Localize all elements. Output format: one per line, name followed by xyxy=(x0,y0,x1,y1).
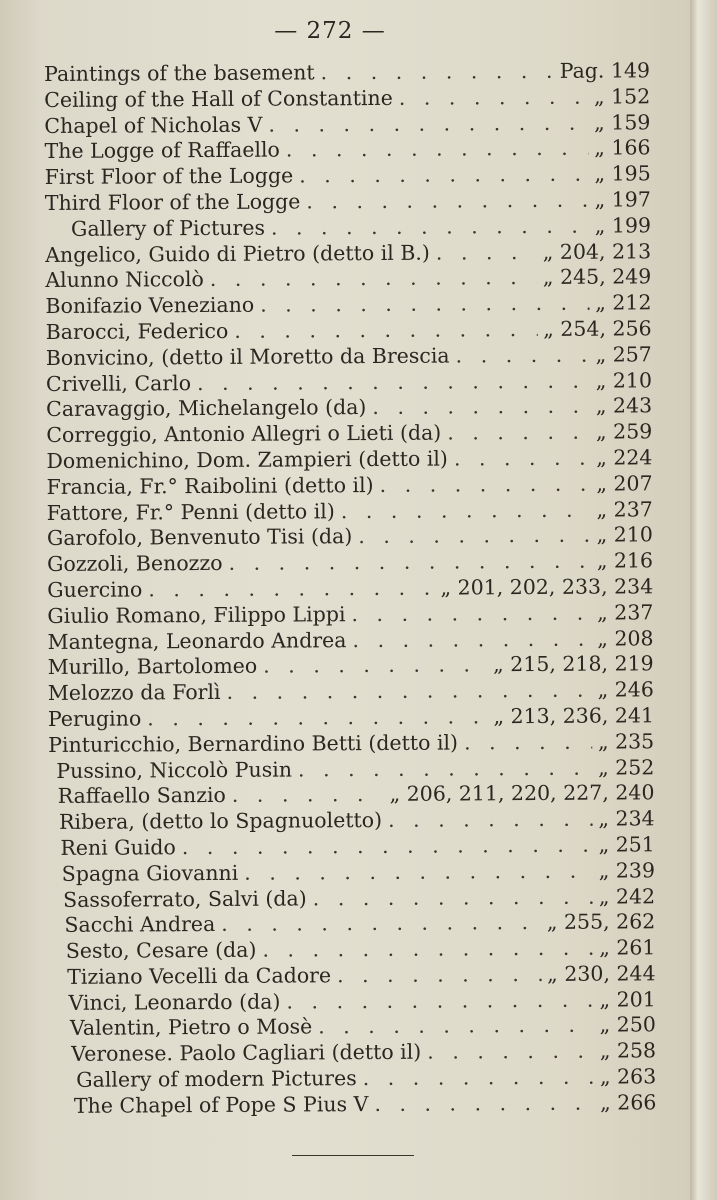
entry-pages: „ 210 xyxy=(595,367,653,393)
entry-label: Tiziano Vecelli da Cadore xyxy=(67,963,332,989)
dot-leader xyxy=(197,368,590,396)
entry-label: Raffaello Sanzio xyxy=(57,783,226,809)
entry-pages: „ 159 xyxy=(594,109,651,135)
entry-label: Guercino xyxy=(47,577,143,602)
index-entry xyxy=(45,161,651,190)
entry-pages: Pag. 149 xyxy=(559,58,651,83)
dot-leader xyxy=(399,84,588,111)
entry-label: Sassoferrato, Salvi (da) xyxy=(63,885,307,912)
entry-pages: „ 261 xyxy=(599,935,656,960)
dot-leader xyxy=(221,910,541,938)
entry-pages: „ 195 xyxy=(594,161,651,186)
index-entry xyxy=(46,394,652,423)
index-entry xyxy=(44,136,650,165)
index-entry xyxy=(46,316,652,345)
dot-leader xyxy=(341,497,591,524)
entry-label: Murillo, Bartolomeo xyxy=(47,654,258,680)
entry-label: Bonvicino, (detto il Moretto da Brescia xyxy=(45,343,450,370)
index-entry xyxy=(46,445,652,474)
entry-label: Domenichino, Dom. Zampieri (detto il) xyxy=(46,446,448,473)
entry-pages: „ 254, 256 xyxy=(543,316,652,341)
index-entry xyxy=(48,677,654,706)
index-entry xyxy=(49,935,655,964)
entry-label: Third Floor of the Logge xyxy=(44,189,301,215)
entry-pages: „ 259 xyxy=(595,419,653,444)
entry-label: Chapel of Nicholas V xyxy=(44,112,263,138)
entry-label: Francia, Fr.° Raibolini (detto il) xyxy=(46,472,374,499)
index-entry xyxy=(45,290,651,319)
entry-pages: „ 234 xyxy=(598,806,655,831)
dot-leader xyxy=(372,394,590,421)
page-number-header: — 272 — xyxy=(274,18,386,44)
index-entry xyxy=(44,84,650,113)
index-entry xyxy=(45,265,651,294)
index-entry xyxy=(46,342,652,371)
entry-pages: „ 242 xyxy=(598,883,656,909)
dot-leader xyxy=(436,240,537,266)
entry-label: Pussino, Niccolò Pusin xyxy=(56,757,293,783)
dot-leader xyxy=(232,782,384,809)
entry-pages: „ 206, 211, 220, 227, 240 xyxy=(389,780,655,807)
index-entry xyxy=(45,239,651,268)
entry-pages: „ 239 xyxy=(598,857,656,883)
dot-leader xyxy=(299,162,588,190)
entry-pages: „ 251 xyxy=(598,832,655,857)
entry-pages: „ 250 xyxy=(599,1012,656,1038)
index-entry xyxy=(48,755,654,784)
index-entry xyxy=(44,58,650,87)
index-entry xyxy=(49,832,655,861)
index-entry xyxy=(45,187,651,216)
entry-label: Caravaggio, Michelangelo (da) xyxy=(46,395,367,422)
entry-pages: „ 208 xyxy=(597,625,654,651)
dot-leader xyxy=(351,600,591,627)
dot-leader xyxy=(244,858,593,886)
dot-leader xyxy=(298,755,592,783)
index-entry xyxy=(48,729,654,758)
entry-pages: „ 197 xyxy=(594,187,651,212)
entry-label: Giulio Romano, Filippo Lippi xyxy=(47,601,346,628)
entry-pages: „ 258 xyxy=(599,1038,657,1063)
index-entry xyxy=(46,419,652,448)
entry-pages: „ 237 xyxy=(596,496,653,522)
entry-label: Fattore, Fr.° Penni (detto il) xyxy=(46,498,335,525)
dot-leader xyxy=(318,1013,594,1040)
entry-pages: „ 257 xyxy=(595,342,652,367)
entry-label: Valentin, Pietro o Mosè xyxy=(69,1014,313,1041)
entry-label: The Logge of Raffaello xyxy=(44,137,280,164)
entry-label: Gallery of Pictures xyxy=(70,215,266,241)
entry-pages: „ 201 xyxy=(599,986,656,1012)
entry-label: Sacchi Andrea xyxy=(64,912,216,938)
index-entry xyxy=(48,781,654,810)
entry-label: Mantegna, Leonardo Andrea xyxy=(47,627,347,654)
entry-pages: „ 207 xyxy=(596,471,653,496)
entry-label: Veronese. Paolo Cagliari (detto il) xyxy=(71,1039,422,1067)
entry-pages: „ 252 xyxy=(597,754,655,780)
entry-pages: „ 212 xyxy=(595,290,652,315)
entry-label: First Floor of the Logge xyxy=(44,163,294,190)
index-entry xyxy=(50,1013,656,1042)
entry-pages: „ 215, 218, 219 xyxy=(493,651,654,677)
dot-leader xyxy=(147,704,487,732)
entry-label: Paintings of the basement xyxy=(44,60,315,86)
entry-label: Alunno Niccolò xyxy=(45,267,204,293)
dot-leader xyxy=(234,317,537,345)
entry-pages: „ 246 xyxy=(597,677,654,702)
entry-label: Gozzoli, Benozzo xyxy=(46,551,223,577)
dot-leader xyxy=(271,213,589,241)
dot-leader xyxy=(388,807,592,834)
dot-leader xyxy=(427,1039,594,1066)
dot-leader xyxy=(358,523,590,550)
dot-leader xyxy=(210,265,537,293)
dot-leader xyxy=(447,420,590,447)
index-entry xyxy=(50,987,656,1016)
index-entry xyxy=(47,600,653,629)
dot-leader xyxy=(321,59,554,86)
closing-rule xyxy=(292,1155,414,1156)
entry-label: Garofolo, Benvenuto Tisi (da) xyxy=(46,524,353,551)
dot-leader xyxy=(306,188,588,216)
index-entry xyxy=(47,497,653,526)
entry-pages: „ 263 xyxy=(599,1064,657,1089)
index-entry xyxy=(49,806,655,835)
entry-label: The Chapel of Pope S Pius V xyxy=(73,1091,369,1118)
index-entry xyxy=(49,858,655,887)
entry-pages: „ 199 xyxy=(594,213,652,238)
entry-pages: „ 230, 244 xyxy=(547,961,656,986)
dot-leader xyxy=(374,1091,594,1118)
index-entry xyxy=(44,110,650,139)
entry-label: Pinturicchio, Bernardino Betti (detto il) xyxy=(48,730,459,757)
entry-pages: „ 204, 213 xyxy=(542,238,652,264)
index-entry xyxy=(50,1064,656,1093)
dot-leader xyxy=(148,576,434,604)
entry-pages: „ 201, 202, 233, 234 xyxy=(440,574,654,600)
dot-leader xyxy=(263,653,487,680)
index-entry xyxy=(50,1039,656,1068)
entry-label: Ribera, (detto lo Spagnuoletto) xyxy=(58,808,383,835)
entry-pages: „ 235 xyxy=(597,729,655,754)
entry-label: Spagna Giovanni xyxy=(61,860,239,886)
index-entry xyxy=(48,652,654,681)
index-entry xyxy=(46,368,652,397)
entry-pages: „ 245, 249 xyxy=(542,264,652,290)
entry-label: Barocci, Federico xyxy=(45,318,229,344)
dot-leader xyxy=(363,1065,594,1092)
entry-label: Gallery of modern Pictures xyxy=(76,1066,357,1092)
entry-label: Sesto, Cesare (da) xyxy=(65,937,257,963)
dot-leader xyxy=(380,471,591,498)
page-edge xyxy=(690,0,717,1200)
dot-leader xyxy=(286,987,593,1015)
dot-leader xyxy=(268,110,588,138)
dot-leader xyxy=(454,446,590,473)
entry-pages: „ 210 xyxy=(596,522,653,547)
index-entry xyxy=(47,626,653,655)
index-entry xyxy=(49,910,655,939)
dot-leader xyxy=(313,884,593,912)
dot-leader xyxy=(286,136,589,164)
dot-leader xyxy=(262,936,593,964)
entry-pages: „ 166 xyxy=(594,135,651,161)
entry-label: Crivelli, Carlo xyxy=(45,370,192,396)
entry-pages: „ 216 xyxy=(596,548,654,573)
entry-pages: „ 213, 236, 241 xyxy=(493,703,655,729)
entry-pages: „ 243 xyxy=(595,393,653,418)
entry-label: Angelico, Guido di Pietro (detto il B.) xyxy=(45,240,430,267)
index-entry xyxy=(50,961,656,990)
entry-pages: „ 266 xyxy=(600,1090,657,1115)
dot-leader xyxy=(464,729,592,756)
entry-label: Vinci, Leonardo (da) xyxy=(68,989,281,1015)
entry-label: Ceiling of the Hall of Constantine xyxy=(44,85,393,112)
dot-leader xyxy=(226,678,591,706)
index-entry xyxy=(50,1090,656,1119)
entry-pages: „ 255, 262 xyxy=(546,909,656,935)
index-entry xyxy=(47,548,653,577)
index-entry xyxy=(48,703,654,732)
index-entry xyxy=(47,471,653,500)
entry-pages: „ 152 xyxy=(593,84,651,109)
entry-pages: „ 224 xyxy=(596,445,653,470)
index-entry xyxy=(49,884,655,913)
entry-pages: „ 237 xyxy=(597,600,654,625)
index-entry xyxy=(45,213,651,242)
entry-label: Reni Guido xyxy=(60,835,176,860)
entry-label: Bonifazio Veneziano xyxy=(45,292,255,319)
index-entry xyxy=(47,574,653,603)
dot-leader xyxy=(337,962,541,989)
entry-label: Correggio, Antonio Allegri o Lieti (da) xyxy=(46,420,442,448)
entry-label: Perugino xyxy=(47,706,142,731)
entry-label: Melozzo da Forlì xyxy=(47,680,221,706)
dot-leader xyxy=(456,342,590,369)
index-entries xyxy=(44,58,656,1119)
dot-leader xyxy=(228,549,590,577)
index-entry xyxy=(47,523,653,552)
dot-leader xyxy=(260,291,589,319)
dot-leader xyxy=(182,833,593,861)
dot-leader xyxy=(352,626,591,653)
